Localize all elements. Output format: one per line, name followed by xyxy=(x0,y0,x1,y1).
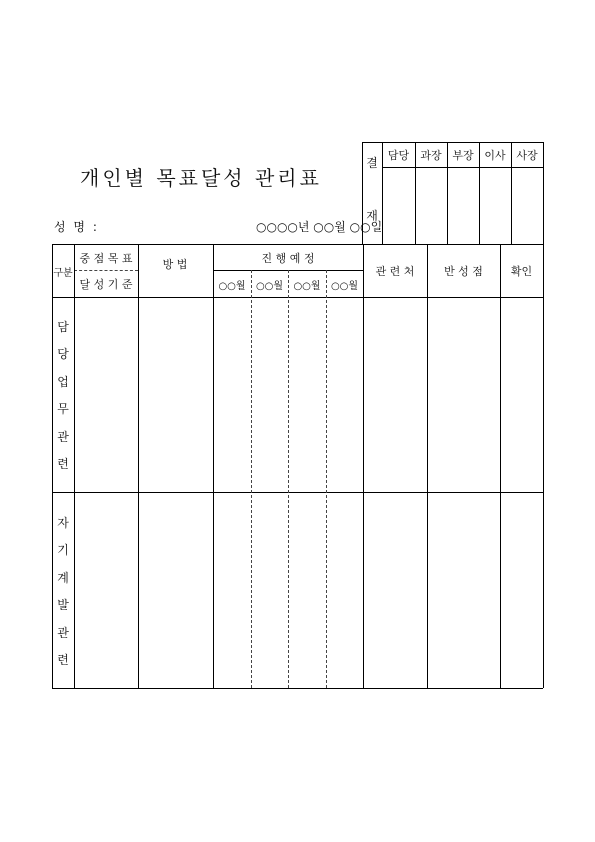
header-month-3: ○○월 xyxy=(293,280,321,292)
section-work-char-6: 련 xyxy=(57,456,69,471)
section-work-label xyxy=(52,318,74,472)
header-reflection: 반 성 점 xyxy=(444,265,483,278)
header-criteria: 달 성 기 준 xyxy=(79,278,133,291)
approval-role-president: 사장 xyxy=(516,149,538,162)
section-selfdev-label xyxy=(52,514,74,668)
page-title: 개인별 목표달성 관리표 xyxy=(80,166,322,190)
section-selfdev-char-5: 관 xyxy=(57,625,69,640)
date-field: ○○○○년 ○○월 ○○일 xyxy=(256,220,383,234)
header-status: 관 련 처 xyxy=(375,265,415,278)
section-work-char-2: 당 xyxy=(57,347,69,362)
approval-label-char-2: 재 xyxy=(366,209,378,223)
section-work-char-1: 담 xyxy=(57,320,69,334)
section-selfdev-char-1: 자 xyxy=(57,516,69,530)
section-selfdev-char-3: 계 xyxy=(57,570,69,585)
header-month-1: ○○월 xyxy=(218,280,246,292)
section-work-char-5: 관 xyxy=(57,429,69,444)
approval-label-char-1: 결 xyxy=(366,156,378,170)
header-method: 방 법 xyxy=(162,258,188,271)
section-selfdev-char-4: 발 xyxy=(57,598,69,613)
approval-role-manager: 담당 xyxy=(387,149,410,162)
header-month-2: ○○월 xyxy=(255,280,284,292)
section-selfdev-char-2: 기 xyxy=(57,543,69,558)
header-key-goal: 중 점 목 표 xyxy=(79,251,133,265)
section-selfdev-char-6: 련 xyxy=(57,652,69,667)
approval-label xyxy=(362,154,382,224)
header-schedule: 진 행 예 정 xyxy=(261,251,315,265)
header-month-4: ○○월 xyxy=(330,280,359,292)
approval-role-dept-head: 부장 xyxy=(452,149,474,162)
approval-role-director: 이사 xyxy=(484,149,506,162)
header-category: 구분 xyxy=(53,267,73,279)
section-work-char-3: 업 xyxy=(57,374,69,389)
approval-role-section-chief: 과장 xyxy=(420,149,442,162)
header-confirm: 확인 xyxy=(510,265,533,278)
section-work-char-4: 무 xyxy=(57,402,69,417)
name-label: 성 명 : xyxy=(54,220,99,234)
